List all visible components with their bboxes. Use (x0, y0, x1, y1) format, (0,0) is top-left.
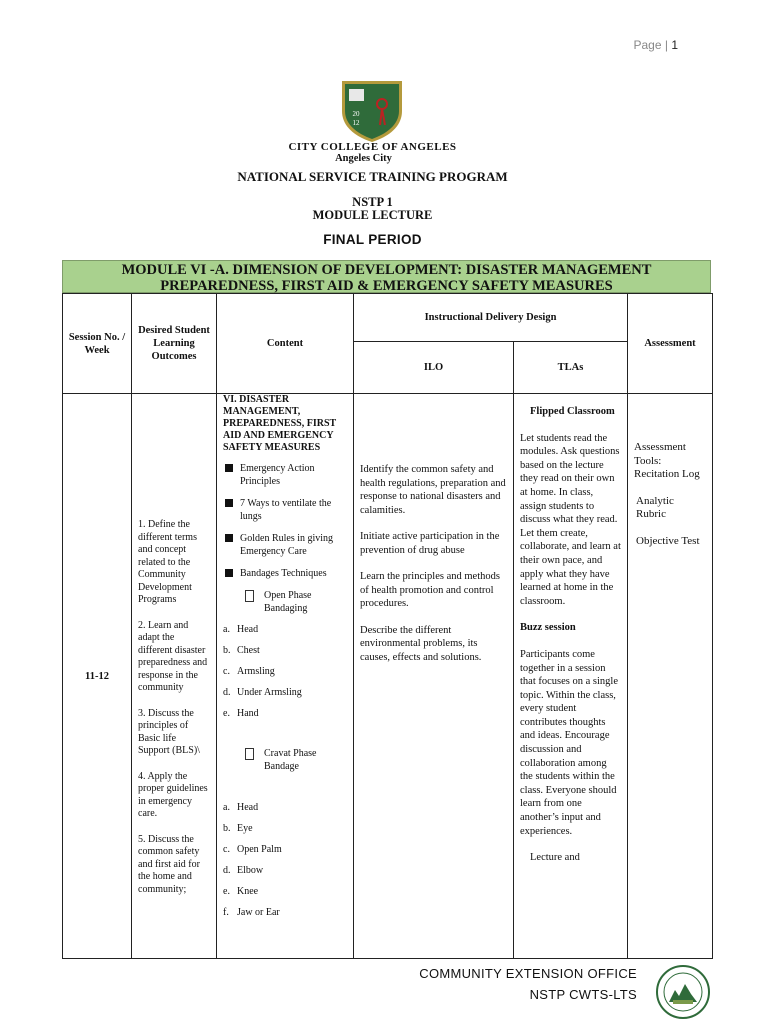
session-week-cell: 11-12 (63, 394, 132, 959)
tla-buzz-title: Buzz session (520, 622, 576, 634)
missing-glyph-icon (245, 590, 254, 602)
svg-text:20: 20 (352, 110, 360, 118)
square-bullet-icon (225, 499, 233, 507)
ilo-item: Identify the common safety and health regulations, preparation and response to national disasters and calamities. (360, 464, 506, 516)
assessment-item: Assessment Tools: Recitation Log (634, 441, 700, 480)
missing-glyph-icon (245, 748, 254, 760)
list-item: a. Head (223, 624, 259, 635)
outcome-item: 1. Define the different terms and concept related to the Community Development Programs (138, 519, 197, 605)
header-session: Session No. / Week (63, 294, 132, 394)
assessment-item: Analytic Rubric (636, 494, 674, 520)
module-title-line-1: MODULE VI -A. DIMENSION OF DEVELOPMENT: DISASTER MANAGEMENT (121, 262, 652, 278)
list-item: d. Under Armsling (223, 687, 302, 698)
office-seal-icon (655, 964, 711, 1020)
list-item: f. Jaw or Ear (223, 907, 280, 918)
list-item: a. Head (223, 802, 259, 813)
header-content: Content (217, 294, 354, 394)
module-title-line-2: PREPAREDNESS, FIRST AID & EMERGENCY SAFETY MEASURES (160, 278, 613, 294)
content-bullet: Golden Rules in giving Emergency Care (223, 532, 347, 558)
list-item: c. Armsling (223, 666, 275, 677)
footer-office: COMMUNITY EXTENSION OFFICE (419, 966, 637, 981)
svg-text:12: 12 (352, 119, 360, 127)
content-bullet: Emergency Action Principles (223, 462, 347, 488)
assessment-item: Objective Test (636, 534, 700, 547)
tlas-cell (514, 394, 628, 959)
list-item: c. Open Palm (223, 844, 282, 855)
outcome-item: 2. Learn and adapt the different disaster preparedness and response in the community (138, 619, 208, 693)
list-item: b. Chest (223, 645, 260, 656)
content-bullet: Bandages Techniques (223, 567, 347, 580)
content-heading: VI. DISASTER MANAGEMENT, PREPAREDNESS, FIRST AID AND EMERGENCY SAFETY MEASURES (223, 394, 336, 453)
square-bullet-icon (225, 569, 233, 577)
footer-program: NSTP CWTS-LTS (529, 987, 637, 1002)
header-ilo: ILO (354, 342, 514, 394)
content-cell (217, 394, 354, 959)
ilo-item: Learn the principles and methods of health promotion and control procedures. (360, 571, 500, 609)
assessment-cell (628, 394, 713, 959)
content-bullet: 7 Ways to ventilate the lungs (223, 497, 347, 523)
college-name: CITY COLLEGE OF ANGELES (288, 141, 457, 153)
outcome-item: 4. Apply the proper guidelines in emergency care. (138, 770, 208, 819)
list-item: e. Hand (223, 708, 259, 719)
tla-flipped-text: Let students read the modules. Ask questions based on the lecture they read on their own at home. In class, assign students to discuss what they read. Let them create, collaborate, and learn at their own pace, and apply what they have learned at home in the classroom. (520, 432, 621, 607)
lesson-plan-table (62, 293, 713, 959)
header-instructional-delivery: Instructional Delivery Design (354, 294, 628, 342)
list-item: e. Knee (223, 886, 259, 897)
tla-flipped-title: Flipped Classroom (530, 406, 615, 417)
module-title-banner (62, 260, 711, 293)
page-number: Page | 1 (633, 38, 678, 52)
tla-buzz-text: Participants come together in a session that focuses on a single topic. Within the class, every student contributes thoughts and ideas. Encourage discussion and collaboration among the students within the class. Everyone should learn from one another’s input and experiences. (520, 648, 618, 837)
list-item: b. Eye (223, 823, 253, 834)
header-assessment: Assessment (628, 294, 713, 394)
square-bullet-icon (225, 534, 233, 542)
ilo-item: Initiate active participation in the prevention of drug abuse (360, 531, 500, 556)
tla-lecture: Lecture and (530, 852, 580, 864)
lecture-label: MODULE LECTURE (312, 208, 433, 222)
college-logo-icon (336, 77, 408, 143)
outcome-item: 5. Discuss the common safety and first aid for the home and community; (138, 833, 200, 895)
period-title: FINAL PERIOD (323, 232, 422, 247)
cravat-phase-heading: Cravat Phase Bandage (243, 747, 347, 773)
college-city: Angeles City (335, 153, 392, 164)
ilo-item: Describe the different environmental problems, its causes, effects and solutions. (360, 624, 482, 663)
outcome-item: 3. Discuss the principles of Basic life Support (BLS)\ (138, 707, 200, 756)
header-outcomes: Desired Student Learning Outcomes (132, 294, 217, 394)
square-bullet-icon (225, 464, 233, 472)
open-phase-heading: Open Phase Bandaging (243, 589, 347, 615)
program-title: NATIONAL SERVICE TRAINING PROGRAM (237, 169, 508, 184)
course-code: NSTP 1 (352, 195, 393, 209)
list-item: d. Elbow (223, 865, 264, 876)
header-tlas: TLAs (514, 342, 628, 394)
ilo-cell (354, 394, 514, 959)
outcomes-cell (132, 394, 217, 959)
